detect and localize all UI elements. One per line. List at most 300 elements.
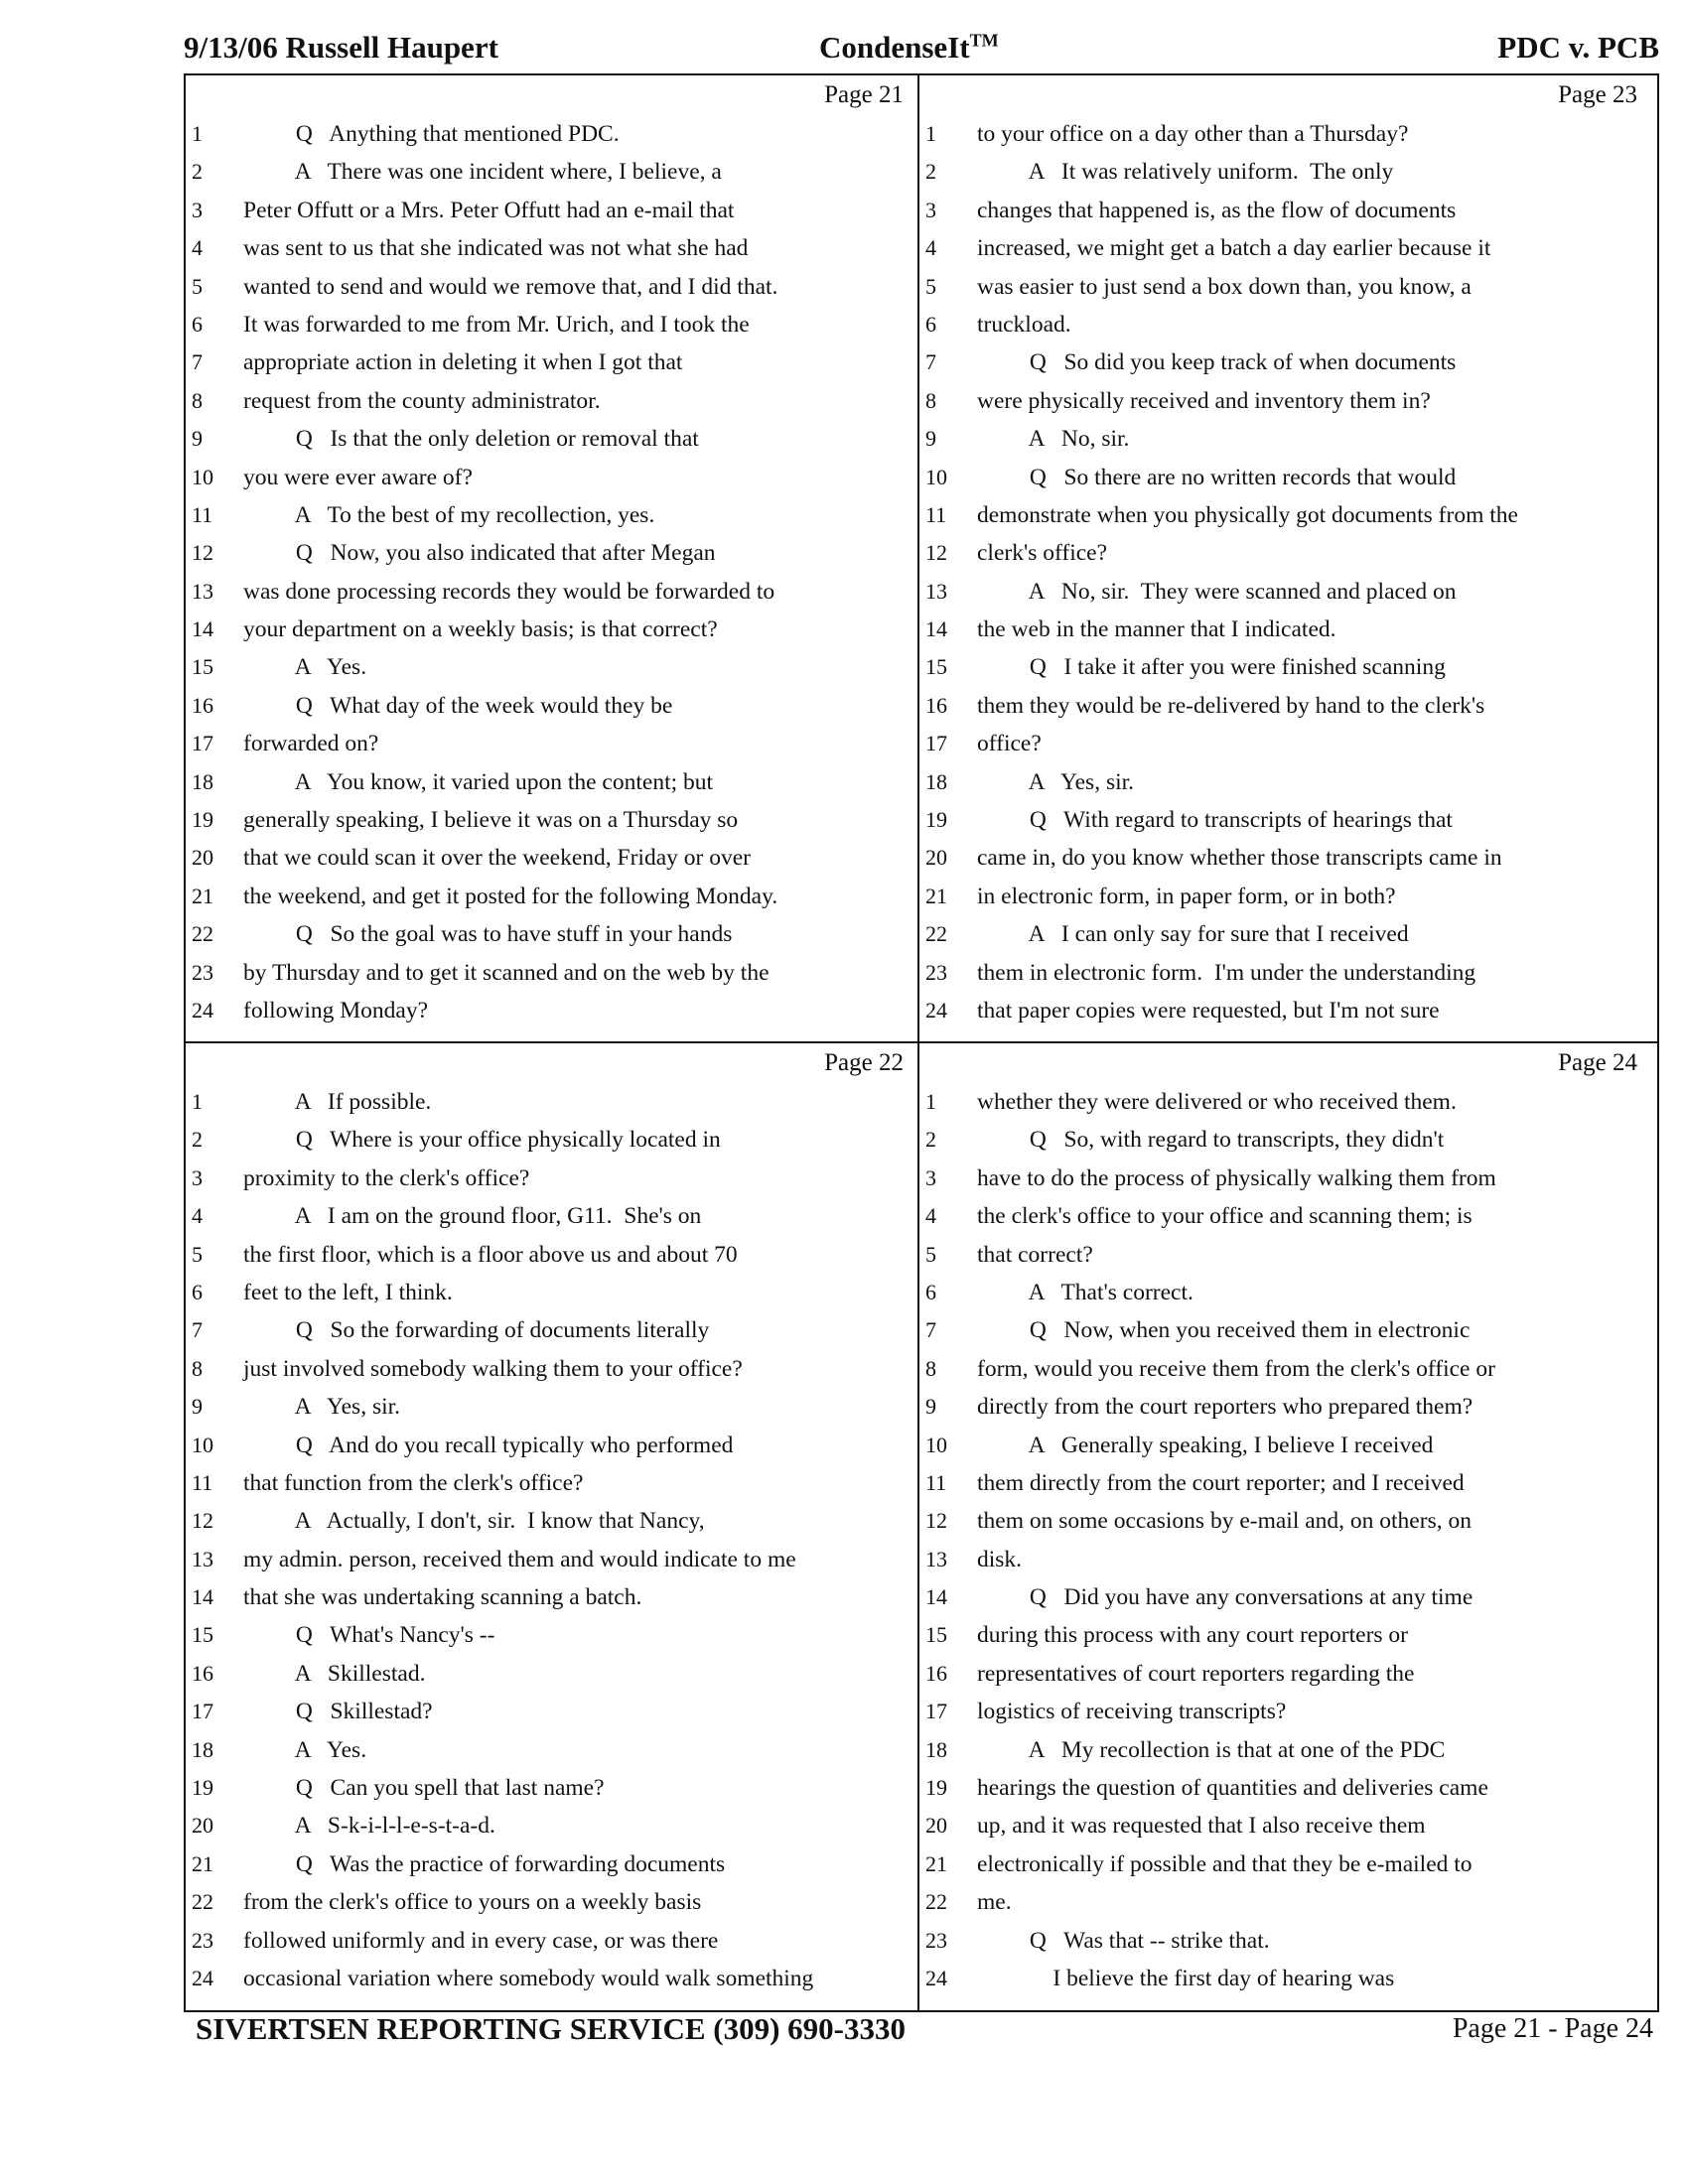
- transcript-line: [919, 1464, 1651, 1502]
- line-number: 1: [192, 121, 203, 146]
- line-number: 5: [925, 273, 936, 299]
- line-text: that we could scan it over the weekend, Friday or over: [243, 845, 751, 872]
- transcript-lines: [919, 115, 1651, 1029]
- line-number: 13: [192, 1546, 213, 1571]
- line-text: Q Can you spell that last name?: [243, 1775, 605, 1802]
- line-text: A You know, it varied upon the content; but: [243, 768, 714, 795]
- transcript-line: [186, 1427, 917, 1464]
- transcript-line: [186, 992, 917, 1029]
- transcript-lines: [919, 1083, 1651, 1997]
- transcript-line: [186, 1922, 917, 1960]
- page-number-label: Page 24: [1558, 1049, 1637, 1076]
- line-text: It was forwarded to me from Mr. Urich, and I took the: [243, 311, 750, 338]
- line-number: 23: [925, 959, 947, 985]
- line-number: 5: [192, 273, 203, 299]
- line-text: Q So the goal was to have stuff in your hands: [243, 921, 733, 948]
- line-number: 6: [192, 311, 203, 337]
- transcript-line: [919, 839, 1651, 877]
- transcript-line: [919, 1922, 1651, 1960]
- line-text: A Yes.: [243, 654, 367, 681]
- transcript-line: [919, 1236, 1651, 1274]
- line-number: 24: [925, 997, 947, 1023]
- line-text: following Monday?: [243, 997, 429, 1024]
- transcript-line: [186, 153, 917, 191]
- line-number: 20: [192, 845, 213, 871]
- line-number: 1: [925, 121, 936, 146]
- line-text: up, and it was requested that I also receive them: [977, 1813, 1426, 1840]
- transcript-line: [186, 229, 917, 267]
- line-number: 21: [925, 883, 947, 908]
- line-number: 2: [925, 159, 936, 185]
- transcript-line: [186, 1121, 917, 1159]
- transcript-line: [919, 648, 1651, 686]
- transcript-line: [919, 954, 1651, 992]
- line-text: just involved somebody walking them to your office?: [243, 1355, 743, 1382]
- line-number: 10: [192, 464, 213, 489]
- line-text: truckload.: [977, 311, 1071, 338]
- transcript-line: [919, 534, 1651, 572]
- transcript-line: [186, 1311, 917, 1349]
- line-number: 12: [192, 1508, 213, 1534]
- line-number: 1: [192, 1089, 203, 1114]
- line-number: 20: [925, 845, 947, 871]
- transcript-line: [919, 1807, 1651, 1844]
- line-text: in electronic form, in paper form, or in both?: [977, 883, 1396, 909]
- transcript-line: [186, 459, 917, 496]
- transcript-line: [919, 382, 1651, 420]
- line-number: 18: [925, 1736, 947, 1762]
- transcript-line: [919, 763, 1651, 801]
- line-text: A Yes.: [243, 1736, 367, 1763]
- transcript-line: [919, 687, 1651, 725]
- line-number: 19: [925, 1775, 947, 1801]
- line-text: was done processing records they would be forwarded to: [243, 578, 775, 605]
- line-text: them in electronic form. I'm under the understanding: [977, 959, 1476, 986]
- line-text: Q So the forwarding of documents literally: [243, 1317, 710, 1344]
- line-text: Q And do you recall typically who performed: [243, 1432, 734, 1458]
- footer-reporting-service: SIVERTSEN REPORTING SERVICE (309) 690-3330: [196, 2011, 906, 2046]
- line-number: 8: [192, 1355, 203, 1381]
- transcript-line: [919, 229, 1651, 267]
- line-number: 17: [925, 731, 947, 756]
- line-text: A Actually, I don't, sir. I know that Nancy,: [243, 1508, 705, 1535]
- line-number: 9: [925, 426, 936, 452]
- line-number: 16: [192, 692, 213, 718]
- transcript-line: [186, 611, 917, 648]
- transcript-line: [186, 801, 917, 839]
- line-number: 3: [925, 1164, 936, 1190]
- line-number: 14: [192, 616, 213, 642]
- line-number: 20: [925, 1813, 947, 1839]
- transcript-line: [186, 725, 917, 762]
- line-number: 16: [925, 1660, 947, 1686]
- line-text: A There was one incident where, I believe, a: [243, 159, 722, 186]
- line-text: Q Anything that mentioned PDC.: [243, 121, 620, 147]
- line-text: A No, sir. They were scanned and placed on: [977, 578, 1457, 605]
- line-number: 15: [192, 1622, 213, 1648]
- line-text: Q Skillestad?: [243, 1699, 433, 1725]
- line-text: Q Now, when you received them in electronic: [977, 1317, 1471, 1344]
- line-number: 17: [925, 1699, 947, 1724]
- transcript-line: [919, 1350, 1651, 1388]
- trademark-mark: TM: [969, 30, 999, 51]
- line-number: 18: [925, 768, 947, 794]
- transcript-line: [919, 573, 1651, 611]
- line-number: 7: [925, 349, 936, 375]
- line-text: by Thursday and to get it scanned and on the web by the: [243, 959, 770, 986]
- transcript-line: [919, 1160, 1651, 1197]
- line-number: 5: [192, 1241, 203, 1267]
- line-text: during this process with any court reporters or: [977, 1622, 1408, 1649]
- line-text: Q Is that the only deletion or removal that: [243, 426, 699, 453]
- line-number: 4: [925, 235, 936, 261]
- transcript-line: [919, 1427, 1651, 1464]
- line-text: Q So, with regard to transcripts, they didn't: [977, 1127, 1445, 1154]
- transcript-line: [186, 1350, 917, 1388]
- line-number: 19: [192, 807, 213, 833]
- line-text: Q With regard to transcripts of hearings that: [977, 807, 1453, 834]
- line-number: 21: [192, 1850, 213, 1876]
- transcript-line: [186, 1883, 917, 1921]
- line-number: 24: [192, 997, 213, 1023]
- transcript-line: [186, 573, 917, 611]
- line-text: Q I take it after you were finished scanning: [977, 654, 1446, 681]
- transcript-line: [919, 992, 1651, 1029]
- line-text: Q Now, you also indicated that after Megan: [243, 540, 716, 567]
- transcript-line: [186, 1083, 917, 1121]
- transcript-line: [919, 1083, 1651, 1121]
- line-text: A To the best of my recollection, yes.: [243, 501, 655, 528]
- line-text: electronically if possible and that they be e-mailed to: [977, 1850, 1473, 1877]
- transcript-line: [186, 1960, 917, 1997]
- line-number: 11: [925, 1469, 947, 1495]
- line-text: A I can only say for sure that I received: [977, 921, 1409, 948]
- line-text: A No, sir.: [977, 426, 1130, 453]
- line-number: 11: [925, 501, 947, 527]
- line-text: that paper copies were requested, but I'm not sure: [977, 997, 1440, 1024]
- line-text: that function from the clerk's office?: [243, 1469, 584, 1496]
- line-number: 23: [925, 1927, 947, 1953]
- transcript-line: [919, 1693, 1651, 1730]
- line-text: forwarded on?: [243, 731, 379, 757]
- line-text: A Generally speaking, I believe I received: [977, 1432, 1434, 1458]
- transcript-line: [186, 1274, 917, 1311]
- line-number: 23: [192, 959, 213, 985]
- transcript-line: [919, 1541, 1651, 1578]
- page-number-label: Page 22: [824, 1049, 904, 1076]
- transcript-line: [919, 1655, 1651, 1693]
- line-text: increased, we might get a batch a day earlier because it: [977, 235, 1491, 262]
- transcript-line: [919, 801, 1651, 839]
- page-number-label: Page 21: [824, 81, 904, 108]
- line-text: came in, do you know whether those transcripts came in: [977, 845, 1502, 872]
- header-date-witness: 9/13/06 Russell Haupert: [184, 30, 498, 65]
- line-number: 4: [192, 1203, 203, 1229]
- transcript-line: [919, 1960, 1651, 1997]
- line-number: 2: [192, 1127, 203, 1153]
- transcript-panel-page-24: [919, 1043, 1651, 2009]
- line-number: 15: [192, 654, 213, 680]
- line-text: I believe the first day of hearing was: [977, 1965, 1395, 1991]
- line-number: 3: [192, 197, 203, 222]
- line-number: 7: [192, 1317, 203, 1343]
- transcript-line: [919, 192, 1651, 229]
- line-number: 18: [192, 768, 213, 794]
- line-text: Q So there are no written records that would: [977, 464, 1457, 490]
- line-text: that she was undertaking scanning a batch.: [243, 1584, 642, 1611]
- line-text: from the clerk's office to yours on a weekly basis: [243, 1889, 702, 1916]
- transcript-sheet: [184, 73, 1659, 2012]
- line-number: 15: [925, 1622, 947, 1648]
- line-number: 12: [925, 540, 947, 566]
- transcript-line: [186, 1236, 917, 1274]
- header-brand: [819, 30, 999, 66]
- line-number: 6: [192, 1279, 203, 1304]
- line-text: clerk's office?: [977, 540, 1108, 567]
- line-number: 3: [192, 1164, 203, 1190]
- transcript-line: [186, 687, 917, 725]
- page-footer: [184, 2011, 1659, 2055]
- line-text: your department on a weekly basis; is that correct?: [243, 616, 718, 643]
- transcript-line: [919, 1502, 1651, 1540]
- transcript-line: [186, 1388, 917, 1426]
- line-number: 17: [192, 1699, 213, 1724]
- line-text: the clerk's office to your office and scanning them; is: [977, 1203, 1473, 1230]
- line-number: 14: [925, 1584, 947, 1610]
- transcript-line: [919, 1388, 1651, 1426]
- line-number: 18: [192, 1736, 213, 1762]
- transcript-line: [186, 1655, 917, 1693]
- transcript-line: [919, 611, 1651, 648]
- transcript-line: [919, 459, 1651, 496]
- transcript-line: [919, 1731, 1651, 1769]
- line-number: 16: [925, 692, 947, 718]
- line-number: 12: [925, 1508, 947, 1534]
- line-text: to your office on a day other than a Thursday?: [977, 121, 1409, 147]
- line-number: 2: [192, 159, 203, 185]
- line-number: 10: [925, 1432, 947, 1457]
- line-number: 13: [192, 578, 213, 604]
- transcript-line: [186, 1616, 917, 1654]
- header-brand-name: CondenseIt: [819, 30, 970, 65]
- line-text: whether they were delivered or who received them.: [977, 1089, 1457, 1115]
- transcript-line: [186, 1160, 917, 1197]
- line-number: 22: [192, 1889, 213, 1915]
- line-text: the weekend, and get it posted for the following Monday.: [243, 883, 778, 909]
- line-text: A S-k-i-l-l-e-s-t-a-d.: [243, 1813, 495, 1840]
- line-text: them they would be re-delivered by hand to the clerk's: [977, 692, 1485, 719]
- line-text: feet to the left, I think.: [243, 1279, 453, 1305]
- header-case-name: PDC v. PCB: [1497, 30, 1659, 65]
- line-text: A That's correct.: [977, 1279, 1193, 1305]
- transcript-line: [919, 343, 1651, 381]
- transcript-lines: [186, 115, 917, 1029]
- line-text: me.: [977, 1889, 1012, 1916]
- line-number: 2: [925, 1127, 936, 1153]
- line-number: 4: [192, 235, 203, 261]
- line-number: 6: [925, 311, 936, 337]
- page-number-label: Page 23: [1558, 81, 1637, 108]
- line-text: followed uniformly and in every case, or was there: [243, 1927, 719, 1954]
- line-text: was sent to us that she indicated was not what she had: [243, 235, 749, 262]
- line-number: 12: [192, 540, 213, 566]
- transcript-lines: [186, 1083, 917, 1997]
- transcript-line: [919, 1578, 1651, 1616]
- transcript-panel-page-22: [186, 1043, 917, 2009]
- line-text: changes that happened is, as the flow of documents: [977, 197, 1457, 223]
- line-number: 8: [925, 1355, 936, 1381]
- line-number: 9: [192, 426, 203, 452]
- transcript-line: [919, 115, 1651, 153]
- transcript-line: [186, 954, 917, 992]
- transcript-line: [186, 382, 917, 420]
- line-number: 15: [925, 654, 947, 680]
- transcript-line: [919, 1845, 1651, 1883]
- transcript-line: [919, 1769, 1651, 1807]
- transcript-line: [919, 268, 1651, 306]
- line-text: them on some occasions by e-mail and, on others, on: [977, 1508, 1472, 1535]
- transcript-line: [919, 1883, 1651, 1921]
- line-number: 16: [192, 1660, 213, 1686]
- line-text: was easier to just send a box down than, you know, a: [977, 273, 1472, 300]
- transcript-line: [919, 915, 1651, 953]
- page-header: [184, 30, 1659, 69]
- transcript-line: [919, 306, 1651, 343]
- line-text: appropriate action in deleting it when I got that: [243, 349, 683, 376]
- line-text: Q Was that -- strike that.: [977, 1927, 1270, 1954]
- line-number: 7: [925, 1317, 936, 1343]
- line-text: disk.: [977, 1546, 1023, 1572]
- transcript-line: [919, 496, 1651, 534]
- transcript-line: [919, 1121, 1651, 1159]
- line-text: A If possible.: [243, 1089, 432, 1115]
- line-number: 11: [192, 501, 213, 527]
- transcript-line: [186, 1807, 917, 1844]
- line-text: you were ever aware of?: [243, 464, 473, 490]
- transcript-line: [919, 878, 1651, 915]
- line-number: 23: [192, 1927, 213, 1953]
- line-number: 9: [192, 1394, 203, 1420]
- transcript-line: [186, 115, 917, 153]
- line-text: Q Where is your office physically located in: [243, 1127, 721, 1154]
- transcript-line: [186, 306, 917, 343]
- line-number: 13: [925, 578, 947, 604]
- line-number: 22: [925, 1889, 947, 1915]
- line-number: 17: [192, 731, 213, 756]
- line-number: 21: [192, 883, 213, 908]
- line-text: wanted to send and would we remove that, and I did that.: [243, 273, 778, 300]
- line-number: 20: [192, 1813, 213, 1839]
- line-number: 24: [192, 1965, 213, 1990]
- line-text: request from the county administrator.: [243, 387, 601, 414]
- line-text: A Skillestad.: [243, 1660, 426, 1687]
- line-number: 14: [192, 1584, 213, 1610]
- line-text: A I am on the ground floor, G11. She's on: [243, 1203, 702, 1230]
- line-number: 22: [192, 921, 213, 947]
- line-text: A Yes, sir.: [977, 768, 1135, 795]
- line-text: Q Did you have any conversations at any time: [977, 1584, 1474, 1611]
- line-number: 19: [192, 1775, 213, 1801]
- line-text: A It was relatively uniform. The only: [977, 159, 1394, 186]
- transcript-line: [186, 648, 917, 686]
- transcript-line: [186, 420, 917, 458]
- transcript-line: [186, 839, 917, 877]
- transcript-line: [186, 192, 917, 229]
- transcript-line: [186, 1541, 917, 1578]
- transcript-line: [919, 1274, 1651, 1311]
- line-text: representatives of court reporters regarding the: [977, 1660, 1415, 1687]
- line-text: A My recollection is that at one of the PDC: [977, 1736, 1446, 1763]
- line-text: Q What's Nancy's --: [243, 1622, 495, 1649]
- line-text: form, would you receive them from the clerk's office or: [977, 1355, 1495, 1382]
- line-number: 8: [925, 387, 936, 413]
- transcript-line: [919, 153, 1651, 191]
- line-text: have to do the process of physically walking them from: [977, 1164, 1496, 1191]
- transcript-line: [186, 1464, 917, 1502]
- transcript-line: [186, 268, 917, 306]
- line-text: them directly from the court reporter; and I received: [977, 1469, 1465, 1496]
- line-number: 14: [925, 616, 947, 642]
- line-text: generally speaking, I believe it was on a Thursday so: [243, 807, 739, 834]
- transcript-line: [186, 1769, 917, 1807]
- transcript-line: [186, 1197, 917, 1235]
- line-text: Q What day of the week would they be: [243, 692, 673, 719]
- line-text: the first floor, which is a floor above us and about 70: [243, 1241, 738, 1268]
- line-number: 4: [925, 1203, 936, 1229]
- line-text: proximity to the clerk's office?: [243, 1164, 530, 1191]
- transcript-line: [186, 763, 917, 801]
- transcript-line: [186, 343, 917, 381]
- line-number: 10: [925, 464, 947, 489]
- line-text: Peter Offutt or a Mrs. Peter Offutt had an e-mail that: [243, 197, 735, 223]
- transcript-line: [186, 496, 917, 534]
- transcript-line: [186, 1731, 917, 1769]
- line-text: my admin. person, received them and would indicate to me: [243, 1546, 796, 1572]
- line-text: that correct?: [977, 1241, 1093, 1268]
- line-number: 1: [925, 1089, 936, 1114]
- transcript-line: [186, 878, 917, 915]
- transcript-line: [186, 915, 917, 953]
- line-number: 11: [192, 1469, 213, 1495]
- transcript-line: [919, 1311, 1651, 1349]
- line-text: A Yes, sir.: [243, 1394, 401, 1421]
- line-number: 3: [925, 197, 936, 222]
- line-text: office?: [977, 731, 1042, 757]
- line-number: 7: [192, 349, 203, 375]
- transcript-panel-page-23: [919, 75, 1651, 1041]
- transcript-line: [186, 1845, 917, 1883]
- transcript-line: [186, 1502, 917, 1540]
- line-number: 21: [925, 1850, 947, 1876]
- line-text: demonstrate when you physically got documents from the: [977, 501, 1518, 528]
- line-text: Q So did you keep track of when documents: [977, 349, 1457, 376]
- footer-page-range: Page 21 - Page 24: [1452, 2013, 1653, 2044]
- line-text: hearings the question of quantities and deliveries came: [977, 1775, 1488, 1802]
- line-number: 24: [925, 1965, 947, 1990]
- line-number: 8: [192, 387, 203, 413]
- line-text: directly from the court reporters who prepared them?: [977, 1394, 1474, 1421]
- line-number: 19: [925, 807, 947, 833]
- line-number: 22: [925, 921, 947, 947]
- transcript-line: [186, 1693, 917, 1730]
- line-text: were physically received and inventory them in?: [977, 387, 1431, 414]
- transcript-line: [919, 725, 1651, 762]
- line-number: 10: [192, 1432, 213, 1457]
- line-text: the web in the manner that I indicated.: [977, 616, 1336, 643]
- transcript-line: [186, 534, 917, 572]
- line-number: 6: [925, 1279, 936, 1304]
- line-number: 5: [925, 1241, 936, 1267]
